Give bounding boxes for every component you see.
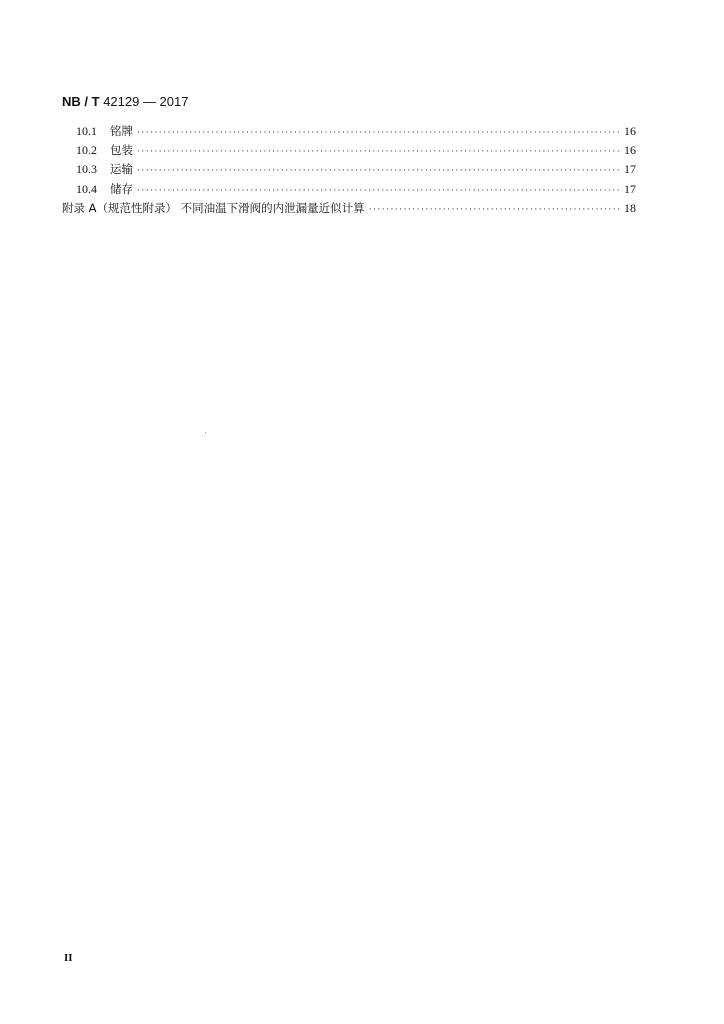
toc-entry-10-2[interactable] — [62, 141, 636, 160]
toc-entry-page: 17 — [624, 162, 636, 177]
toc-entry-page: 16 — [624, 124, 636, 138]
toc-dot-leader — [137, 124, 622, 143]
toc-entry-number: 10.2 — [76, 143, 97, 158]
standard-code: NB / T — [62, 94, 100, 109]
toc-dot-leader — [137, 162, 622, 181]
toc-entry-10-1[interactable] — [62, 122, 636, 141]
toc-entry-page: 17 — [624, 181, 636, 196]
toc-appendix-page: 18 — [624, 200, 636, 215]
toc-dot-leader — [369, 201, 622, 220]
toc-entry-title: 储存 — [110, 181, 133, 196]
toc-entry-number: 10.1 — [76, 124, 97, 138]
scan-speck — [205, 432, 206, 433]
toc-dot-leader — [137, 143, 622, 162]
standard-header — [62, 94, 188, 109]
toc-entry-title: 包装 — [110, 143, 133, 158]
toc-entry-number: 10.4 — [76, 181, 97, 196]
toc-appendix-title: 附录 A（规范性附录） 不同油温下滑阀的内泄漏量近似计算 — [62, 200, 365, 215]
page-number: II — [64, 952, 73, 964]
standard-number: 42129 — 2017 — [103, 94, 189, 109]
toc-entry-10-3[interactable] — [62, 160, 636, 179]
toc-entry-10-4[interactable] — [62, 180, 636, 199]
table-of-contents — [62, 122, 636, 218]
toc-entry-title: 运输 — [110, 162, 133, 177]
toc-entry-page: 16 — [624, 143, 636, 158]
toc-entry-title: 铭牌 — [110, 124, 133, 138]
toc-entry-appendix-a[interactable] — [62, 199, 636, 218]
toc-entry-number: 10.3 — [76, 162, 97, 177]
